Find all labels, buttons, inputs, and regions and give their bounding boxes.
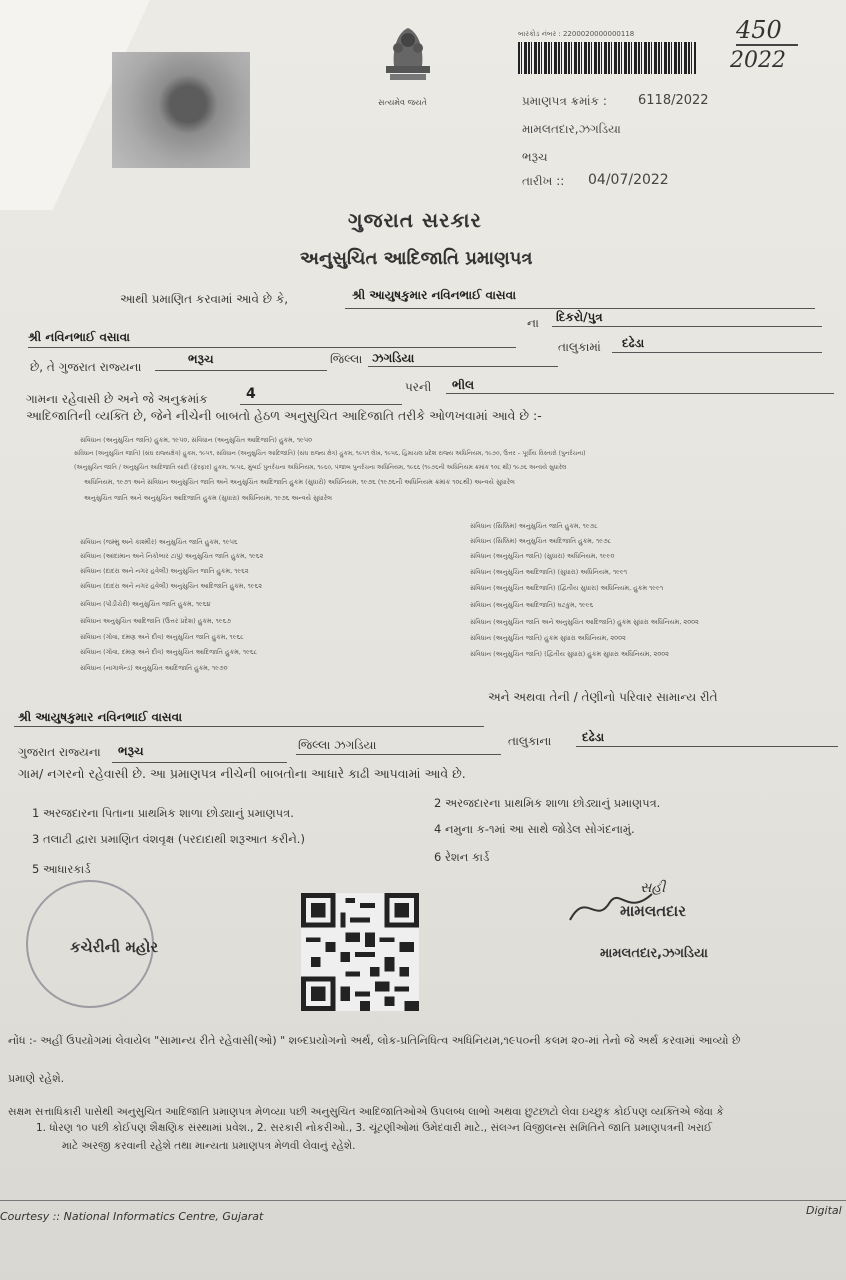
underline [296,754,501,755]
cert-number-label: પ્રમાણપત્ર ક્રમાંક : [522,94,607,108]
residence-district-value: ભરૂચ [118,744,144,758]
national-emblem-icon [372,18,444,96]
handwritten-year: 2022 [730,48,786,73]
serial-value: 4 [246,386,256,402]
applicant-photo [112,52,250,168]
relation-label: ના [527,316,539,330]
issuing-office: મામલતદાર,ઝગડિયા [522,122,621,136]
subdistrict-value: ઝગડિયા [372,351,415,365]
signatory-office: મામલતદાર,ઝગડિયા [600,946,708,961]
underline [345,308,815,309]
emblem-caption: સત્યમેવ જયતે [378,98,427,107]
digital-text: Digital [806,1204,842,1217]
intro-text: આથી પ્રમાણિત કરવામાં આવે છે કે, [120,292,289,306]
date-value: 04/07/2022 [588,172,669,188]
district-label: જિલ્લા [330,352,363,366]
point-line-2: માટે અરજી કરવાની રહેશે તથા માન્યતા પ્રમાણપત્ર મેળવી લેવાનું રહેશે. [62,1140,356,1152]
date-label: તારીખ :: [522,174,565,188]
order-left-line: સંવિધાન (જમ્મુ અને કાશ્મીર) અનુસુચિત જાતિ હુકમ, ૧૯૫૬ [80,538,238,546]
note-line-1: નોંધ :- અહીં ઉપયોગમાં લેવાયેલ "સામાન્ય રીતે રહેવાસી(ઓ) " શબ્દપ્રયોગનો અર્થ, લોક-પ્રતિનિધિત્વ અધિનિયમ,૧૯૫૦ની કલમ ૨૦-માં તેનો જે અર્થ કરવામાં આવ્યો છે [8,1034,741,1047]
order-right-line: સંવિધાન (અનુસુચિત આદિજાતિ) (સુધારા) અધિનિયમ, ૧૯૯૧ [470,568,628,576]
underline [552,326,822,327]
cert-number-value: 6118/2022 [638,93,709,108]
order-line: સંવિધાન (અનુસુચિત જાતિ) (સંઘ રાજ્યક્ષેત્ર) હુકમ, ૧૯૫૧, સંવિધાન (અનુસુચિત આદિજાતિ) (સંઘ રાજ્ય ક્ષેત્ર) હુકમ, ૧૯૫૧ લેખ, ૧૯૫૬, હિમાચલ પ્રદેશ રાજ્ય અધિનિયમ, ૧૯૭૦, ઉત્તર – પૂર્વીય વિસ્તારો (પુનર્રચના) [74,450,586,457]
order-right-line: સંવિધાન (અનુસુચિત જાતિ અને અનુસુચિત આદિજાતિ) હુકમ સુધારા અધિનિયમ, ૨૦૦૨ [470,618,699,626]
basis-text: ગામ/ નગરનો રહેવાસી છે. આ પ્રમાણપત્ર નીચેની બાબતોના આધારે કાઢી આપવામાં આવે છે. [18,766,466,781]
order-left-line: સંવિધાન (પોંડીચેરી) અનુસુચિત જાતિ હુકમ, ૧૯૬૪ [80,600,211,608]
residence-applicant-name: શ્રી આયુષકુમાર નવિનભાઈ વાસવા [18,710,183,724]
courtesy-text: Courtesy :: National Informatics Centre, Gujarat [0,1210,264,1223]
order-left-line: સંવિધાન (આંદામાન અને નિકોબાર ટાપુ) અનુસુચિત જાતિ હુકમ, ૧૯૬૨ [80,552,264,560]
underline [14,726,484,727]
qr-code [300,893,420,1011]
order-left-line: સંવિધાન (ગોવા, દમણ અને દીવ) અનુસુચિત આદિજાતિ હુકમ, ૧૯૬૮ [80,648,258,656]
certificate-title: અનુસુચિત આદિજાતિ પ્રમાણપત્ર [300,248,533,269]
underline [240,404,402,405]
parent-name: શ્રી નવિનભાઈ વસાવા [28,330,130,344]
order-right-line: સંવિધાન (સિક્કિમ) અનુસુચિત આદિજાતિ હુકમ, ૧૯૭૮ [470,537,612,545]
point-line-1: 1. ધોરણ ૧૦ પછી કોઈપણ શૈક્ષણિક સંસ્થામાં પ્રવેશ., 2. સરકારી નોકરીઓ., 3. ચૂંટણીઓમાં ઉમેદવારી માટે., સંલગ્ન વિજીલન્સ સમિતિને જાતિ પ્રમાણપત્રની ખરાઈ [36,1122,713,1134]
order-right-line: સંવિધાન (અનુસુચિત આદિજાતિ) ઘટકુમ, ૧૯૯૬ [470,601,594,609]
family-text: અને અથવા તેની / તેણીનો પરિવાર સામાન્ય રીતે [488,690,718,704]
document-item: 2 અરજદારના પ્રાથમિક શાળા છોડ્યાનું પ્રમાણપત્ર. [434,796,661,810]
barcode-number: બારકોડ નંબર : 2200020000000118 [518,30,635,38]
stamp-text: કચેરીની મહોર [70,938,159,956]
applicant-name: શ્રી આયુષકુમાર નવિનભાઈ વાસવા [352,288,517,302]
document-item: 5 આધારકાર્ડ [32,862,91,876]
handwritten-number: 450 [736,16,782,44]
issuing-district: ભરૂચ [522,150,548,164]
underline [576,746,838,747]
order-left-line: સંવિધાન (નાગાલેન્ડ) અનુસુચિત આદિજાતિ હુકમ, ૧૯૭૦ [80,664,228,672]
tribe-value: ભીલ [452,378,475,392]
handwritten-divider [736,44,798,46]
document-item: 6 રેશન કાર્ડ [434,850,490,864]
recognized-text: આદિજાતિની વ્યક્તિ છે, જેને નીચેની બાબતો હેઠળ અનુસુચિત આદિજાતિ તરીકે ઓળખવામાં આવે છે :- [26,408,542,423]
village-label: ગામના રહેવાસી છે અને જે અનુક્રમાંક [26,392,208,406]
order-right-line: સંવિધાન (અનુસુચિત જાતિ) (સુધારા) અધિનિયમ, ૧૯૯૦ [470,552,615,560]
order-left-line: સંવિધાન (દાદરા અને નગર હવેલી) અનુસુચિત જાતિ હુકમ, ૧૯૬૨ [80,567,249,575]
district-value: ભરૂચ [188,352,214,366]
order-line: સંવિધાન (અનુસુચિત જાતિ) હુકમ, ૧૯૫૦, સંવિધાન (અનુસુચિત આદિજાતિ) હુકમ, ૧૯૫૦ [80,436,313,444]
order-right-line: સંવિધાન (અનુસુચિત જાતિ) હુકમ સુધારા અધિનિયમ, ૨૦૦૨ [470,634,626,642]
residence-district-label: જિલ્લા ઝગડિયા [298,738,377,752]
residence-state-label: ગુજરાત રાજ્યના [18,745,101,759]
residence-taluka-label: તાલુકાના [508,734,552,748]
document-item: 4 નમુના ક-૧માં આ સાથે જોડેલ સોગંદનામું. [434,822,635,836]
signature: સહી [640,880,666,896]
taluka-label: તાલુકામાં [558,340,601,354]
order-right-line: સંવિધાન (અનુસુચિત આદિજાતિ) (દ્વિતીય સુધારા) અધિનિયમ, હુકમ ૧૯૯૧ [470,584,664,592]
footer-divider [0,1200,846,1201]
tribe-label: પરની [405,380,432,394]
underline [112,762,287,763]
barcode [518,42,696,74]
underline [28,347,516,348]
order-line: અધિનિયમ, ૧૯૭૧ અને સંવિધાન અનુસુચિત જાતિ અને અનુસુચિત આદિજાતિ હુકમ (સુધારો) અધિનિયમ, ૧૯૭૬ (૧૯૭૬ની અધિનિયમ ક્રમાંક ૧૦૮થી) અન્વયે સુધારેલ [84,478,515,486]
relation-value: દિકરો/પુત્ર [556,310,603,324]
order-left-line: સંવિધાન (દાદરા અને નગર હવેલી) અનુસુચિત આદિજાતિ હુકમ, ૧૯૬૨ [80,582,263,590]
authority-text: સક્ષમ સત્તાધિકારી પાસેથી અનુસુચિત આદિજાતિ પ્રમાણપત્ર મેળવ્યા પછી અનુસુચિત આદિજાતિઓએ ઉપલબ્ધ લાભો અથવા છુટછાટો લેવા ઇચ્છુક કોઈપણ વ્યક્તિએ જેવા કે [8,1106,724,1118]
taluka-value: દઢેડા [622,336,645,350]
underline [612,352,822,353]
underline [155,370,327,371]
order-right-line: સંવિધાન (અનુસુચિત જાતિ) (દ્વિતીય સુધારા) હુકમ સુધારા અધિનિયમ, ૨૦૦૨ [470,650,669,658]
order-right-line: સંવિધાન (સિક્કિમ) અનુસુચિત જાતિ હુકમ, ૧૯૭૮ [470,522,598,530]
order-left-line: સંવિધાન અનુસુચિત આદિજાતિ (ઉત્તર પ્રદેશ) હુકમ, ૧૯૬૭ [80,617,231,625]
state-label: છે, તે ગુજરાત રાજ્યના [30,360,142,374]
underline [368,366,558,367]
order-line: (અનુસુચિત જાતિ / અનુસુચિત આદિજાતિ યાદી (ફેરફાર) હુકમ, ૧૯૫૬, મુંબઈ પુનર્રચના અધિનિયમ, ૧૯૬૦, પંજાબ પુનર્રચના અધિનિયમ, ૧૯૬૬ (૧૯૭૬ની અધિનિયમ ક્રમાંક ૧૦૮ થી) ૧૯૭૬ અન્વયે સુધારેલ [74,464,567,471]
order-left-line: સંવિધાન (ગોવા, દમણ અને દીવ) અનુસુચિત જાતિ હુકમ, ૧૯૬૮ [80,633,244,641]
government-title: ગુજરાત સરકાર [348,208,482,232]
residence-taluka-value: દઢેડા [582,730,605,744]
document-item: 1 અરજદારના પિતાના પ્રાથમિક શાળા છોડ્યાનું પ્રમાણપત્ર. [32,806,294,820]
note-line-2: પ્રમાણે રહેશે. [8,1072,65,1085]
order-line: અનુસુચિત જાતિ અને અનુસુચિત આદિજાતિ હુકમ (સુધારા) અધિનિયમ, ૧૯૭૬ અન્વયે સુધારેલ [84,494,333,502]
signatory-title: મામલતદાર [620,902,686,920]
underline [446,393,834,394]
document-item: 3 તલાટી દ્વારા પ્રમાણિત વંશવૃક્ષ (પરદાદાથી શરૂઆત કરીને.) [32,832,305,846]
